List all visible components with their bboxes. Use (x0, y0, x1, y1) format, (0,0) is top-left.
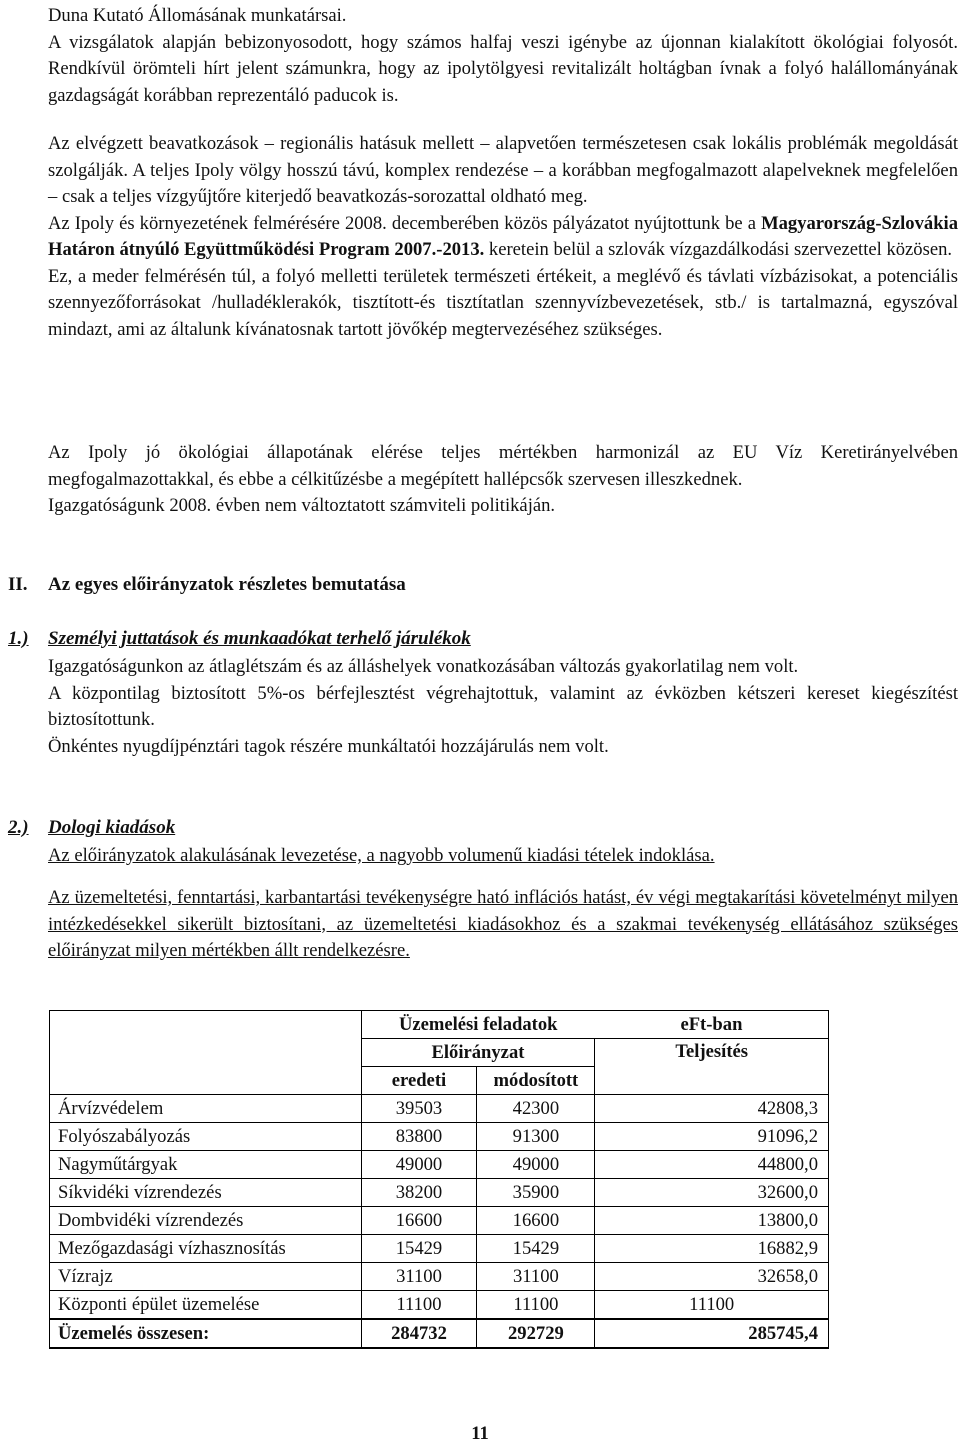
cell-modified: 292729 (477, 1319, 595, 1348)
cell-original: 39503 (361, 1095, 477, 1123)
table-row (50, 1263, 829, 1291)
cell-performance: 32658,0 (595, 1263, 829, 1291)
paragraph: Az üzemeltetési, fenntartási, karbantartási tevékenységre ható inflációs hatást, év végi megtakarítási követelményt milyen intézkedésekkel sikerült biztosítani, az üzemeltetési kiadásokhoz és a szakmai tevékenység ellátásához szükséges előirányzat milyen mértékben állt rendelkezésre. (48, 887, 958, 961)
table-cell (50, 1011, 362, 1039)
cell-performance: 32600,0 (595, 1179, 829, 1207)
subsection-number: 2.) (8, 817, 29, 838)
paragraph: Igazgatóságunkon az átlaglétszám és az álláshelyek vonatkozásában változás gyakorlatilag nem volt. (48, 656, 799, 677)
cell-modified: 35900 (477, 1179, 595, 1207)
program-name: Magyarország-Szlovákia Határon átnyúló Együttműködési Program 2007.-2013. (48, 212, 958, 260)
cell-performance: 13800,0 (595, 1207, 829, 1235)
row-label: Vízrajz (50, 1263, 362, 1291)
section-title: Az egyes előirányzatok részletes bemutatása (48, 574, 406, 595)
text-span: A teljes Ipoly völgy hosszú távú, komplex rendezése – a korábban megfogalmazott alapelveknek megfelelően – csak a teljes vízgyűjtőre kiterjedő beavatkozás-sorozattal oldható meg. (48, 159, 958, 207)
table-cell (50, 1039, 362, 1067)
text-span: Az Ipoly és környezetének felmérésére 2008. decemberében közös pályázatot nyújtottunk be a (48, 212, 762, 234)
column-group-header: Előirányzat (361, 1039, 595, 1067)
table-row (50, 1123, 829, 1151)
text-span: Az elvégzett beavatkozások – regionális hatásuk mellett – alapvetően természetesen csak lokális problémák megoldását szolgálják. (48, 133, 958, 181)
table-row (50, 1151, 829, 1179)
cell-performance: 11100 (595, 1291, 829, 1320)
row-label: Folyószabályozás (50, 1123, 362, 1151)
cell-performance: 44800,0 (595, 1151, 829, 1179)
table-row (50, 1235, 829, 1263)
row-label: Központi épület üzemelése (50, 1291, 362, 1320)
paragraph: A vizsgálatok alapján bebizonyosodott, hogy számos halfaj veszi igénybe az újonnan kialakított ökológiai folyosót. Rendkívül örömteli hírt jelent számunkra, hogy az ipolytölgyesi revitalizált holtágban ívnak a folyó halállományának gazdagságát korábban reprezentáló paducok is. (48, 31, 958, 106)
material-costs-question (48, 885, 958, 965)
section-number: II. (8, 574, 28, 595)
table-unit: eFt-ban (595, 1011, 829, 1039)
paragraph (48, 211, 958, 264)
cell-modified: 49000 (477, 1151, 595, 1179)
cell-original: 31100 (361, 1263, 477, 1291)
operations-table (49, 1010, 829, 1349)
cell-performance: 91096,2 (595, 1123, 829, 1151)
paragraph (48, 131, 958, 211)
ecology-text (48, 440, 958, 520)
cell-modified: 31100 (477, 1263, 595, 1291)
cell-original: 38200 (361, 1179, 477, 1207)
paragraph: Ez, a meder felmérésén túl, a folyó melletti területek természeti értékeit, a meglévő és távlati vízbázisokat, a potenciális szennyezőforrásokat /hulladéklerakók, tisztított-és tisztítatlan szennyvízbevezetések, stb./ is tartalmazná, egyszóval mindazt, ami az általunk kívánatosnak tartott jövőkép megtervezéséhez szükséges. (48, 265, 958, 340)
row-label: Árvízvédelem (50, 1095, 362, 1123)
column-header-performance: Teljesítés (595, 1039, 829, 1095)
paragraph: Önkéntes nyugdíjpénztári tagok részére munkáltatói hozzájárulás nem volt. (48, 735, 609, 757)
row-label: Dombvidéki vízrendezés (50, 1207, 362, 1235)
subsection-number: 1.) (8, 628, 29, 649)
cell-original: 49000 (361, 1151, 477, 1179)
column-header-modified: módosított (477, 1067, 595, 1095)
cell-original: 16600 (361, 1207, 477, 1235)
subsection-title: Személyi juttatások és munkaadókat terhelő járulékok (48, 628, 471, 649)
cell-modified: 15429 (477, 1235, 595, 1263)
interventions-text (48, 131, 958, 343)
cell-original: 284732 (361, 1319, 477, 1348)
row-label: Üzemelés összesen: (50, 1319, 362, 1348)
table-cell (50, 1067, 362, 1095)
column-header-original: eredeti (361, 1067, 477, 1095)
table-row (50, 1291, 829, 1320)
paragraph: Az Ipoly jó ökológiai állapotának elérése teljes mértékben harmonizál az EU Víz Keretirányelvében megfogalmazottakkal, és ebbe a célkitűzésbe a megépített hallépcsők szervesen illeszkednek. (48, 442, 958, 490)
subsection-title: Dologi kiadások (48, 817, 176, 838)
cell-performance: 42808,3 (595, 1095, 829, 1123)
paragraph: Igazgatóságunk 2008. évben nem változtatott számviteli politikáján. (48, 495, 556, 516)
intro-text (48, 3, 958, 109)
table-header-row (50, 1039, 829, 1067)
row-label: Mezőgazdasági vízhasznosítás (50, 1235, 362, 1263)
paragraph: Az előirányzatok alakulásának levezetése, a nagyobb volumenű kiadási tételek indoklása. (48, 845, 715, 866)
cell-performance: 285745,4 (595, 1319, 829, 1348)
personnel-text (48, 654, 958, 760)
cell-original: 11100 (361, 1291, 477, 1320)
cell-modified: 42300 (477, 1095, 595, 1123)
material-costs-text (48, 843, 958, 870)
page-number: 11 (471, 1423, 489, 1444)
table-title: Üzemelési feladatok (361, 1011, 595, 1039)
cell-modified: 11100 (477, 1291, 595, 1320)
paragraph: Duna Kutató Állomásának munkatársai. (48, 5, 347, 26)
cell-modified: 91300 (477, 1123, 595, 1151)
cell-modified: 16600 (477, 1207, 595, 1235)
cell-original: 83800 (361, 1123, 477, 1151)
table-row (50, 1207, 829, 1235)
cell-original: 15429 (361, 1235, 477, 1263)
row-label: Nagyműtárgyak (50, 1151, 362, 1179)
cell-performance: 16882,9 (595, 1235, 829, 1263)
table-total-row (50, 1319, 829, 1348)
row-label: Síkvidéki vízrendezés (50, 1179, 362, 1207)
text-span: keretein belül a szlovák vízgazdálkodási szervezettel közösen. (484, 239, 953, 260)
table-header-row (50, 1011, 829, 1039)
paragraph: A központilag biztosított 5%-os bérfejlesztést végrehajtottuk, valamint az évközben kétszeri kereset kiegészítést biztosítottunk. (48, 682, 958, 730)
table-row (50, 1095, 829, 1123)
table-row (50, 1179, 829, 1207)
